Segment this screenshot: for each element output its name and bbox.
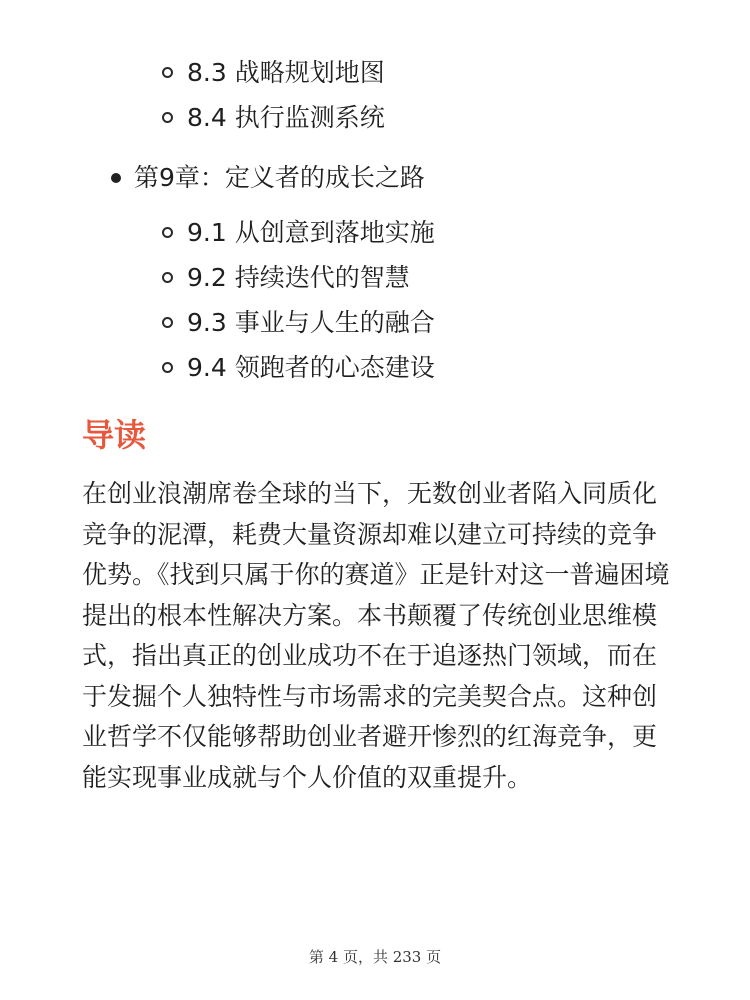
hollow-circle-bullet-icon — [162, 362, 173, 373]
intro-paragraph: 在创业浪潮席卷全球的当下，无数创业者陷入同质化竞争的泥潭，耗费大量资源却难以建立可持续的竞争优势。《找到只属于你的赛道》正是针对这一普遍困境提出的根本性解决方案。本书颠覆了传统创业思维模式，指出真正的创业成功不在于追逐热门领域，而在于发掘个人独特性与市场需求的完美契合点。这种创业哲学不仅能够帮助创业者避开惨烈的红海竞争，更能实现事业成就与个人价值的双重提升。 — [82, 479, 670, 792]
section-heading: 导读 — [82, 416, 147, 454]
toc-subitem-9-4[interactable] — [0, 345, 750, 390]
toc-subitem-8-4[interactable] — [0, 95, 750, 140]
toc-chapter-9[interactable] — [0, 148, 750, 208]
toc-subitem-label: 9.3 事业与人生的融合 — [187, 308, 435, 337]
hollow-circle-bullet-icon — [162, 227, 173, 238]
toc-subitem-8-3[interactable] — [0, 50, 750, 95]
toc-subitem-label: 9.2 持续迭代的智慧 — [187, 263, 410, 292]
filled-circle-bullet-icon — [111, 173, 121, 183]
toc-chapter-label: 第9章：定义者的成长之路 — [134, 163, 425, 192]
toc-subitem-9-1[interactable] — [0, 210, 750, 255]
hollow-circle-bullet-icon — [162, 317, 173, 328]
hollow-circle-bullet-icon — [162, 272, 173, 283]
hollow-circle-bullet-icon — [162, 67, 173, 78]
table-of-contents — [0, 50, 750, 390]
toc-subitem-label: 9.1 从创意到落地实施 — [187, 218, 435, 247]
toc-subitem-label: 8.3 战略规划地图 — [187, 58, 385, 87]
page-number-footer: 第 4 页，共 233 页 — [308, 948, 442, 966]
hollow-circle-bullet-icon — [162, 112, 173, 123]
toc-subitem-9-3[interactable] — [0, 300, 750, 345]
toc-subitem-label: 8.4 执行监测系统 — [187, 103, 385, 132]
toc-subitem-label: 9.4 领跑者的心态建设 — [187, 353, 435, 382]
toc-subitem-9-2[interactable] — [0, 255, 750, 300]
